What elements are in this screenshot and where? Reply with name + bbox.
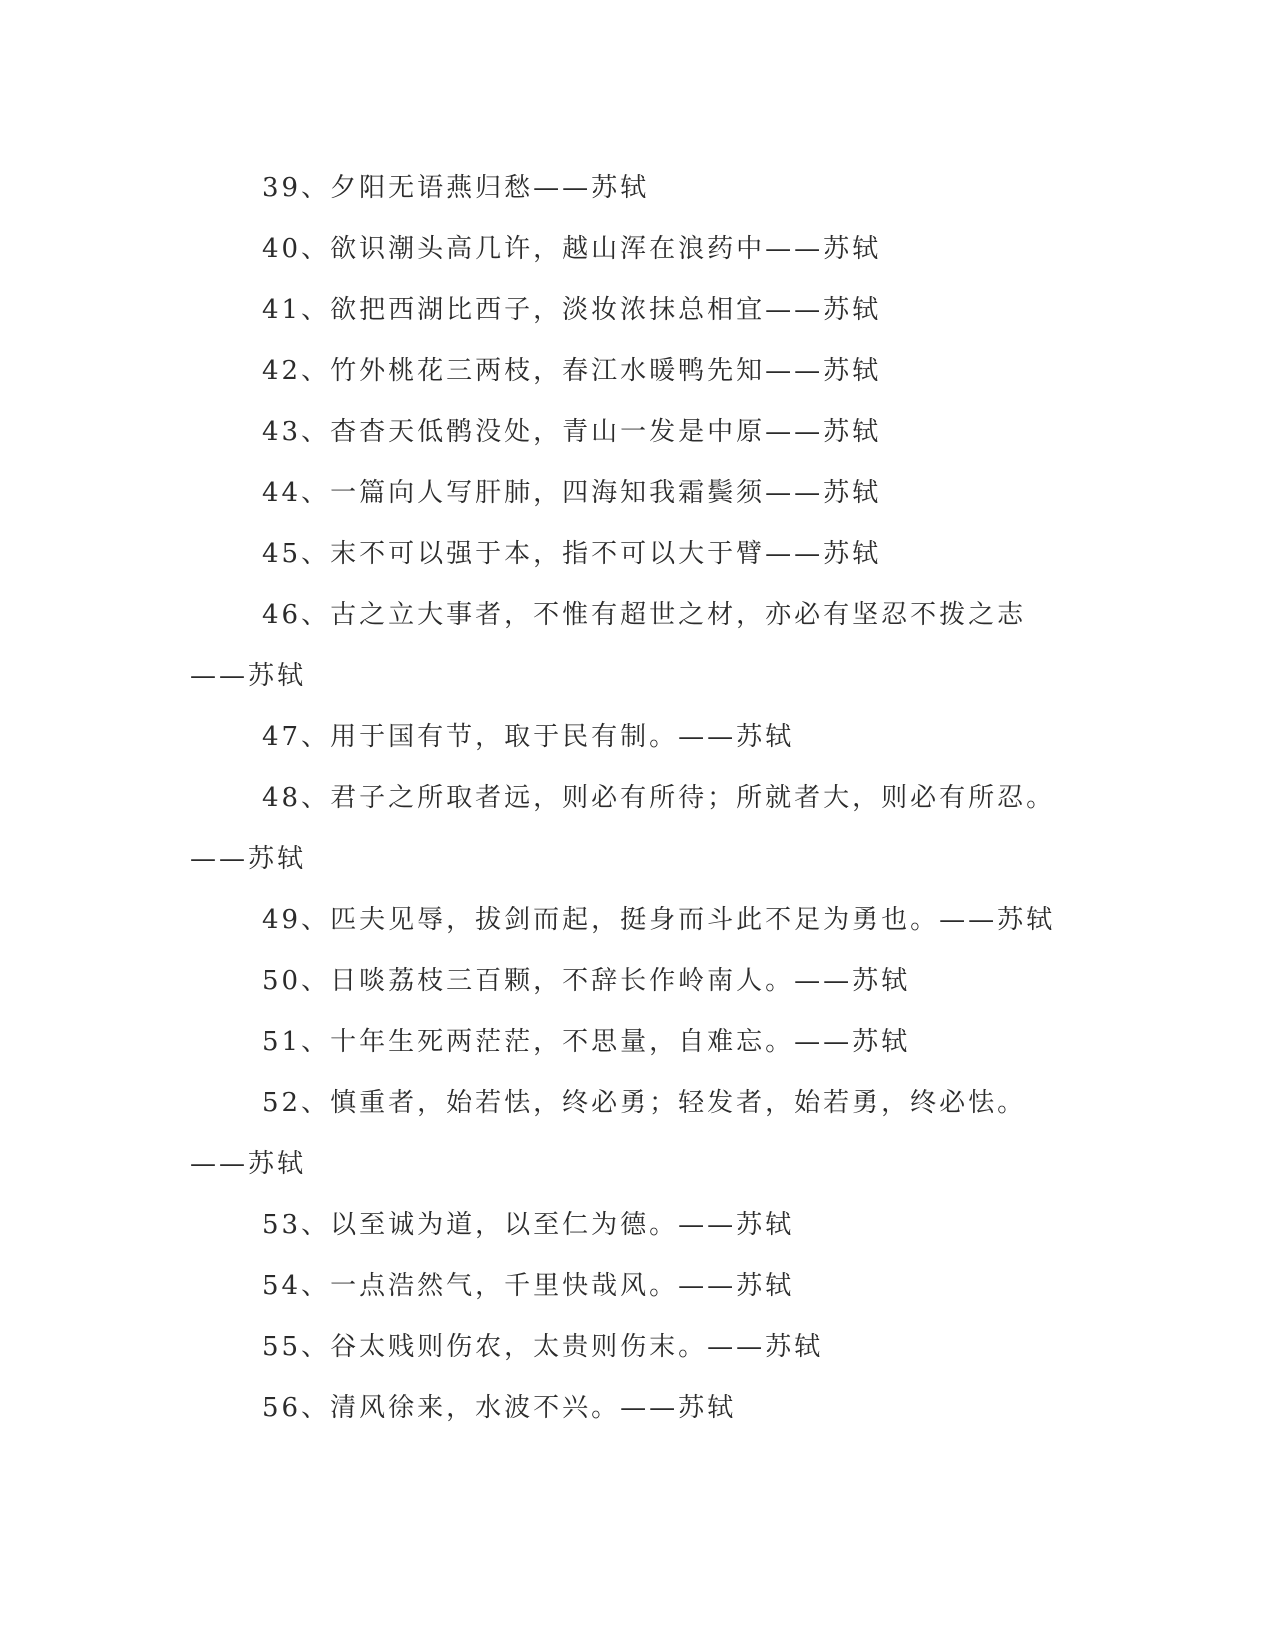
quote-55: 55、谷太贱则伤农，太贵则伤末。——苏轼 (262, 1332, 824, 1362)
quote-48: 48、君子之所取者远，则必有所待；所就者大，则必有所忍。——苏轼 (190, 783, 1056, 874)
quote-44: 44、一篇向人写肝肺，四海知我霜鬓须——苏轼 (262, 478, 882, 508)
quote-list (190, 158, 1080, 1439)
quote-53: 53、以至诚为道，以至仁为德。——苏轼 (262, 1210, 795, 1240)
quote-46: 46、古之立大事者，不惟有超世之材，亦必有坚忍不拨之志——苏轼 (190, 600, 1027, 691)
quote-42: 42、竹外桃花三两枝，春江水暖鸭先知——苏轼 (262, 356, 882, 386)
quote-50: 50、日啖荔枝三百颗，不辞长作岭南人。——苏轼 (262, 966, 911, 996)
quote-45: 45、末不可以强于本，指不可以大于臂——苏轼 (262, 539, 882, 569)
quote-56: 56、清风徐来，水波不兴。——苏轼 (262, 1393, 737, 1423)
quote-54: 54、一点浩然气，千里快哉风。——苏轼 (262, 1271, 795, 1301)
quote-41: 41、欲把西湖比西子，淡妆浓抹总相宜——苏轼 (262, 295, 882, 325)
quote-39: 39、夕阳无语燕归愁——苏轼 (262, 173, 650, 203)
quote-51: 51、十年生死两茫茫，不思量，自难忘。——苏轼 (262, 1027, 911, 1057)
quote-40: 40、欲识潮头高几许，越山浑在浪药中——苏轼 (262, 234, 882, 264)
quote-47: 47、用于国有节，取于民有制。——苏轼 (262, 722, 795, 752)
quote-49: 49、匹夫见辱，拔剑而起，挺身而斗此不足为勇也。——苏轼 (262, 905, 1056, 935)
quote-43: 43、杳杳天低鹘没处，青山一发是中原——苏轼 (262, 417, 882, 447)
quote-52: 52、慎重者，始若怯，终必勇；轻发者，始若勇，终必怯。——苏轼 (190, 1088, 1027, 1179)
